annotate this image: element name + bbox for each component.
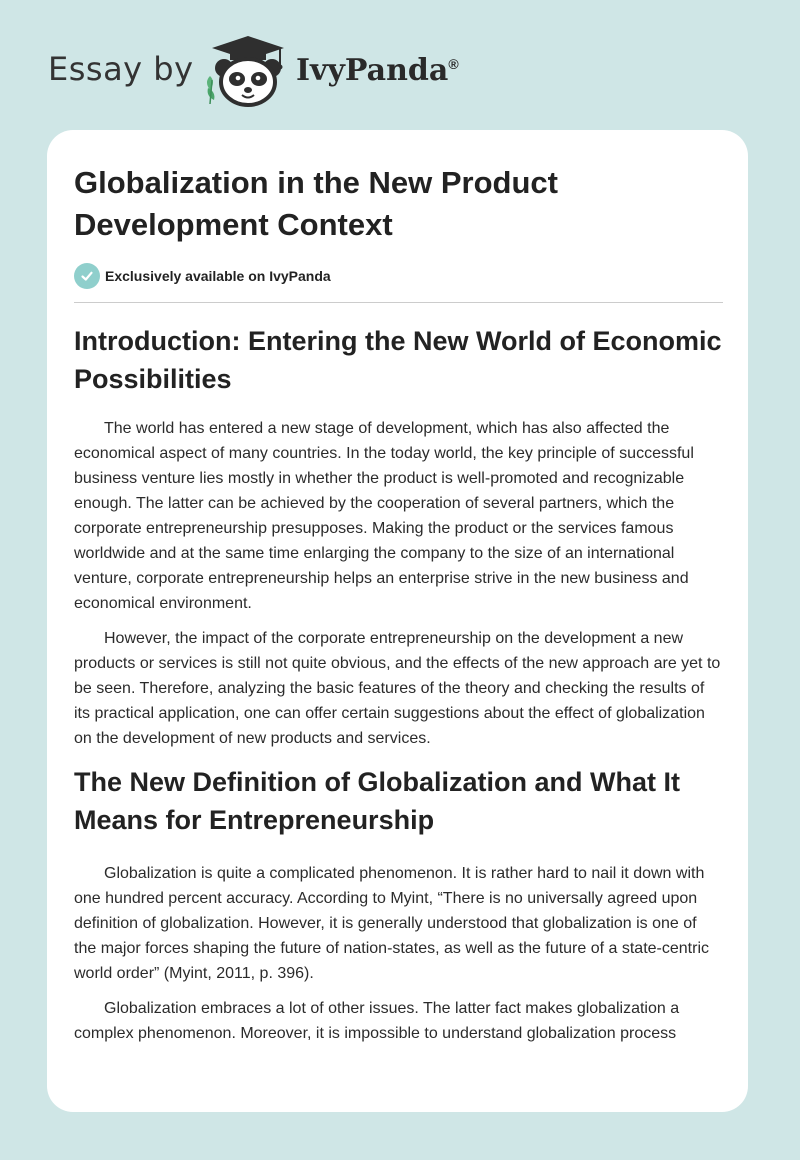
- exclusive-badge: [74, 263, 331, 289]
- paragraph: The world has entered a new stage of development, which has also affected the economical aspect of many countries. In the today world, the key principle of successful business venture lies mostly in whether the product is well-promoted and recognizable enough. The latter can be achieved by the cooperation of several partners, which the corporate entrepreneurship presupposes. Making the product or the services famous worldwide and at the same time enlarging the company to the size of an international venture, corporate entrepreneurship helps an enterprise strive in the new business and economical environment.: [74, 420, 694, 612]
- panda-graduate-logo-icon[interactable]: [200, 34, 290, 108]
- brand-text: IvyPanda: [296, 53, 449, 88]
- essay-by-label: Essay by: [48, 50, 194, 88]
- registered-mark: ®: [448, 56, 459, 72]
- page-title: Globalization in the New Product Development Context: [74, 165, 558, 242]
- brand-name[interactable]: [296, 53, 459, 88]
- section-heading: The New Definition of Globalization and What It Means for Entrepreneurship: [74, 767, 680, 835]
- paragraph: Globalization embraces a lot of other issues. The latter fact makes globalization a complex phenomenon. Moreover, it is impossible to understand globalization process: [74, 1000, 680, 1042]
- check-icon: [74, 263, 100, 289]
- paragraph: However, the impact of the corporate entrepreneurship on the development a new products or services is still not quite obvious, and the effects of the new approach are yet to be seen. Therefore, analyzing the basic features of the theory and checking the results of its practical application, one can offer certain suggestions about the effect of globalization on the development of new products and services.: [74, 630, 721, 747]
- site-header: [0, 0, 800, 120]
- divider: [74, 302, 723, 303]
- article-card: [47, 130, 748, 1112]
- paragraph: Globalization is quite a complicated phenomenon. It is rather hard to nail it down with one hundred percent accuracy. According to Myint, “There is no universally agreed upon definition of globalization. However, it is generally understood that globalization is one of the major forces shaping the future of nation-states, as well as the future of a state-centric world order” (Myint, 2011, p. 396).: [74, 865, 709, 982]
- article-body: [74, 322, 722, 1056]
- section-heading: Introduction: Entering the New World of Economic Possibilities: [74, 326, 722, 394]
- badge-text: Exclusively available on IvyPanda: [105, 268, 331, 284]
